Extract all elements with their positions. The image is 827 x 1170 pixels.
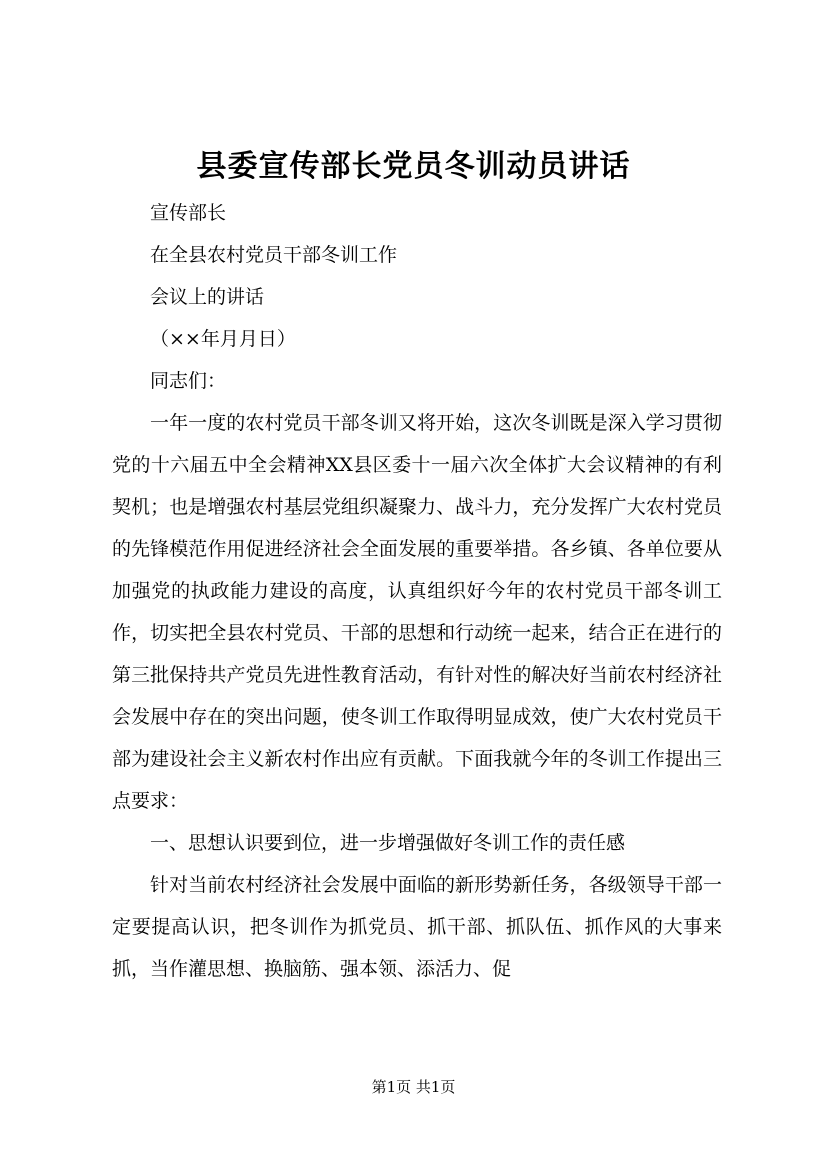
date-line: （××年月月日） <box>150 328 296 350</box>
occasion-line-1: 在全县农村党员干部冬训工作 <box>150 244 398 266</box>
section-heading: 一、思想认识要到位，进一步增强做好冬训工作的责任感 <box>150 832 626 854</box>
page-footer: 第1页 共1页 <box>371 1078 456 1096</box>
salutation: 同志们： <box>150 370 227 392</box>
body-paragraph: 一年一度的农村党员干部冬训又将开始，这次冬训既是深入学习贯彻党的十六届五中全会精神XX县区委十一届六次全体扩大会议精神的有利契机；也是增强农村基层党组织凝聚力、战斗力，充分发挥广大农村党员的先锋模范作用促进经济社会全面发展的重要举措。各乡镇、各单位要从加强党的执政能力建设的高度，认真组织好今年的农村党员干部冬训工作，切实把全县农村党员、干部的思想和行动统一起来，结合正在进行的第三批保持共产党员先进性教育活动，有针对性的解决好当前农村经济社会发展中存在的突出问题，使冬训工作取得明显成效，使广大农村党员干部为建设社会主义新农村作出应有贡献。下面我就今年的冬训工作提出三点要求： <box>112 412 722 812</box>
body-paragraph: 针对当前农村经济社会发展中面临的新形势新任务，各级领导干部一定要提高认识，把冬训作为抓党员、抓干部、抓队伍、抓作风的大事来抓，当作灌思想、换脑筋、强本领、添活力、促 <box>112 874 722 980</box>
speaker-line: 宣传部长 <box>150 202 227 224</box>
document-body <box>112 192 722 990</box>
occasion-line-2: 会议上的讲话 <box>150 286 265 308</box>
document-title: 县委宣传部长党员冬训动员讲话 <box>196 149 631 184</box>
